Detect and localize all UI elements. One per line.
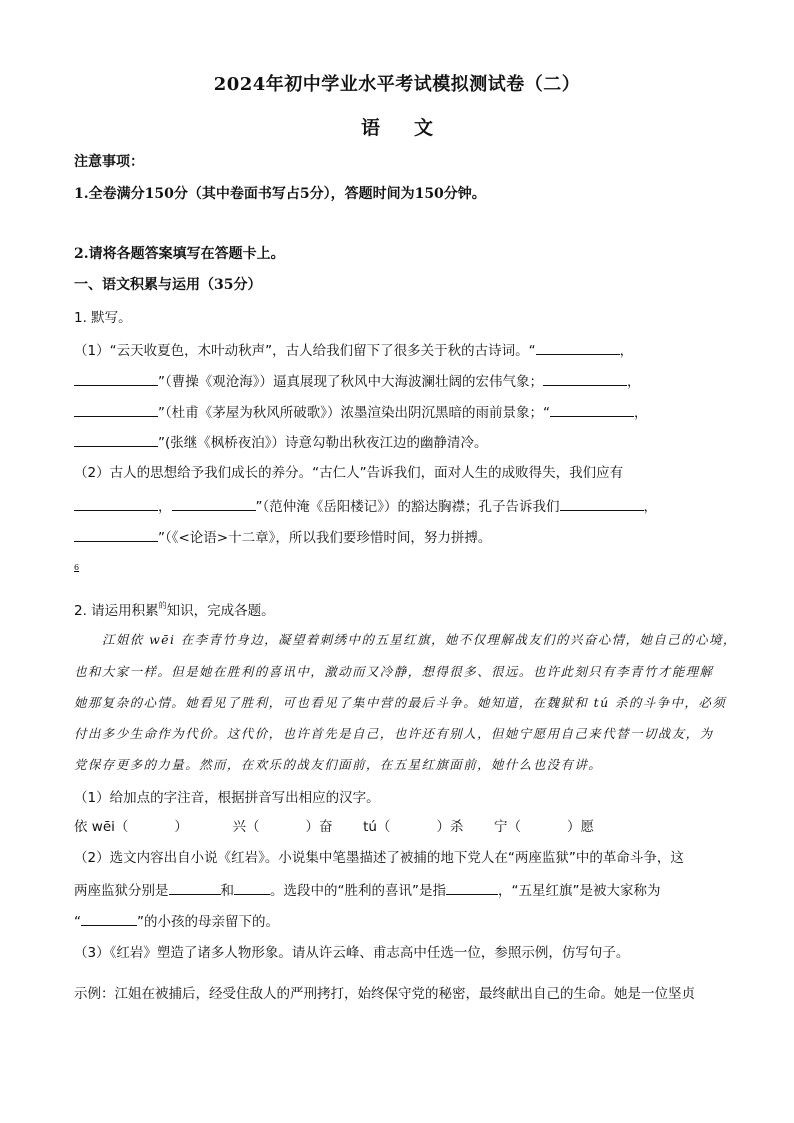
answer-blank[interactable] [74, 402, 158, 417]
answer-blank[interactable] [74, 432, 158, 447]
pinyin-item: ）奋 [305, 819, 333, 835]
q2-sub2-line-3 [74, 911, 279, 931]
q1-text: ”（杜甫《茅屋为秋风所破歌》）浓墨渲染出阴沉黑暗的雨前景象；“ [158, 405, 550, 421]
question-2-label [74, 597, 275, 620]
q1-line-1 [74, 340, 633, 360]
q1-text: ”（《<论语>十二章》，所以我们要珍惜时间，努力拼搏。 [158, 530, 492, 546]
pinyin-item: 依 wēi（ [74, 819, 129, 835]
q2-label-sup: 的 [158, 601, 167, 610]
q1-line-7 [74, 527, 491, 547]
answer-blank[interactable] [81, 911, 137, 926]
sub2-text: 两座监狱分别是 [74, 883, 169, 899]
passage-line: 江姐依 wēi 在李青竹身边，凝望着刺绣中的五星红旗，她不仅理解战友们的兴奋心情，她自己的心境， [102, 632, 737, 647]
subject-title: 语文 [360, 117, 467, 139]
passage-line: 党保存更多的力量。然而，在欢乐的战友们面前，在五星红旗面前，她什么也没有讲。 [74, 757, 603, 772]
q1-line-4 [74, 432, 488, 452]
q1-text: ， [634, 405, 648, 421]
answer-blank[interactable] [560, 496, 644, 511]
q2-sub1: （1）给加点的字注音，根据拼音写出相应的汉字。 [74, 790, 380, 806]
pinyin-item: ） [174, 819, 188, 835]
q1-line-2 [74, 371, 641, 391]
answer-blank[interactable] [74, 527, 158, 542]
answer-blank[interactable] [543, 371, 627, 386]
q1-text: ”(张继《枫桥夜泊》）诗意勾勒出秋夜江边的幽静清冷。 [158, 435, 488, 451]
q1-text: ， [158, 499, 172, 515]
sub2-text: ，“五星红旗”是被大家称为 [498, 883, 661, 899]
answer-blank[interactable] [446, 880, 498, 895]
answer-blank[interactable] [234, 880, 270, 895]
q1-text: ， [619, 343, 634, 359]
q1-line-3 [74, 402, 648, 422]
notice-item-2: 2.请将各题答案填写在答题卡上。 [74, 246, 285, 262]
q1-text: ， [643, 499, 657, 515]
q1-text: ”（范仲淹《岳阳楼记》）的豁达胸襟；孔子告诉我们 [255, 499, 560, 515]
notice-item-1: 1.全卷满分150分（其中卷面书写占5分），答题时间为150分钟。 [74, 186, 486, 202]
q2-sub3: （3）《红岩》塑造了诸多人物形象。请从许云峰、甫志高中任选一位，参照示例，仿写句子。 [74, 945, 630, 961]
sub2-text: ”的小孩的母亲留下的。 [137, 914, 279, 930]
q2-sub2-line-1: （2）选文内容出自小说《红岩》。小说集中笔墨描述了被捕的地下党人在“两座监狱”中的革命斗争，这 [74, 850, 684, 866]
pinyin-item: 宁（ [494, 819, 522, 835]
section-heading: 一、语文积累与运用（35分） [74, 277, 262, 293]
answer-blank[interactable] [536, 340, 620, 355]
q2-sub2-line-2 [74, 880, 661, 900]
pinyin-row [74, 818, 594, 836]
passage-line: 付出多少生命作为代价。这代价，也许首先是自己，也许还有别人，但她宁愿用自己来代替一切战友，为 [74, 726, 714, 741]
answer-blank[interactable] [550, 402, 634, 417]
answer-blank[interactable] [74, 371, 158, 386]
notice-heading: 注意事项： [74, 154, 144, 170]
q1-line-6 [74, 496, 657, 516]
pinyin-item: 兴（ [232, 819, 260, 835]
sub2-text: “ [74, 914, 81, 930]
q1-text: （1）“云天收夏色，木叶动秋声”，古人给我们留下了很多关于秋的古诗词。“ [74, 343, 536, 359]
sub2-text: 和 [220, 883, 234, 899]
answer-blank[interactable] [74, 496, 158, 511]
pinyin-item: ）愿 [567, 819, 595, 835]
stray-mark: 6 [74, 563, 80, 572]
q1-text: ， [627, 374, 641, 390]
q1-text: ”（曹操《观沧海》）逼真展现了秋风中大海波澜壮阔的宏伟气象； [158, 374, 543, 390]
pinyin-item: ）杀 [436, 819, 464, 835]
answer-blank[interactable] [172, 496, 256, 511]
example-text: 示例：江姐在被捕后，经受住敌人的严刑拷打，始终保守党的秘密，最终献出自己的生命。她是一位坚贞 [74, 986, 695, 1002]
q2-label-text: 2. 请运用积累 [74, 603, 159, 619]
sub2-text: 。选段中的“胜利的喜讯”是指 [270, 883, 446, 899]
passage-line: 也和大家一样。但是她在胜利的喜讯中，激动而又冷静，想得很多、很远。也许此刻只有李青竹才能理解 [74, 664, 714, 679]
question-1-label: 1. 默写。 [74, 310, 132, 326]
passage-line: 她那复杂的心情。她看见了胜利，可也看见了集中营的最后斗争。她知道，在魏狱和 tú 杀的斗争中，必须 [74, 695, 727, 710]
answer-blank[interactable] [169, 880, 221, 895]
q2-label-text: 知识，完成各题。 [166, 603, 275, 619]
pinyin-item: tú（ [363, 819, 391, 835]
q1-line-5: （2）古人的思想给予我们成长的养分。“古仁人”告诉我们，面对人生的成败得失，我们应有 [74, 465, 624, 481]
exam-title: 2024年初中学业水平考试模拟测试卷（二） [213, 74, 581, 95]
